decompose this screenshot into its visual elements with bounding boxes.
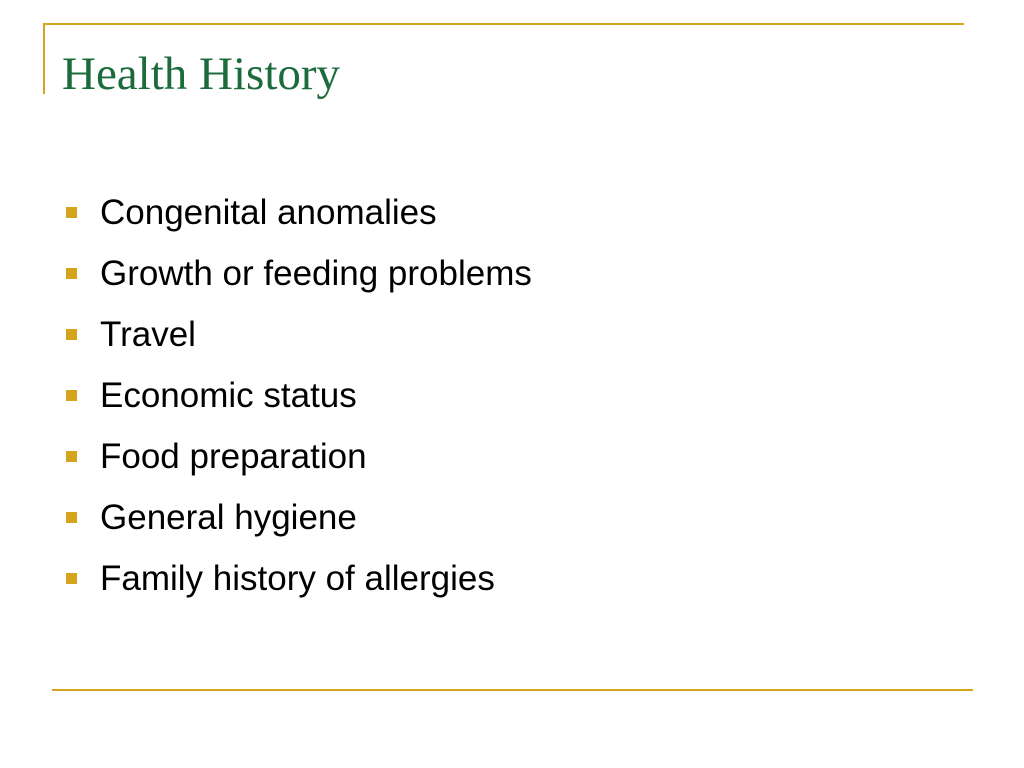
list-item — [62, 304, 532, 365]
bullet-text: Food preparation — [100, 437, 367, 476]
bullet-text: Family history of allergies — [100, 559, 495, 598]
bullet-text: Travel — [100, 315, 196, 354]
bullet-text: General hygiene — [100, 498, 357, 537]
list-item — [62, 548, 532, 609]
frame-top-rule — [43, 23, 964, 25]
frame-left-rule — [43, 23, 45, 94]
square-bullet-icon — [66, 268, 77, 279]
square-bullet-icon — [66, 512, 77, 523]
list-item — [62, 426, 532, 487]
list-item — [62, 243, 532, 304]
list-item — [62, 365, 532, 426]
bottom-rule — [52, 689, 973, 691]
square-bullet-icon — [66, 207, 77, 218]
square-bullet-icon — [66, 329, 77, 340]
list-item — [62, 487, 532, 548]
bullet-text: Growth or feeding problems — [100, 254, 532, 293]
bullet-text: Congenital anomalies — [100, 193, 437, 232]
square-bullet-icon — [66, 573, 77, 584]
bullet-text: Economic status — [100, 376, 357, 415]
slide-title: Health History — [62, 48, 341, 100]
bullet-list — [62, 182, 532, 609]
square-bullet-icon — [66, 390, 77, 401]
list-item — [62, 182, 532, 243]
square-bullet-icon — [66, 451, 77, 462]
